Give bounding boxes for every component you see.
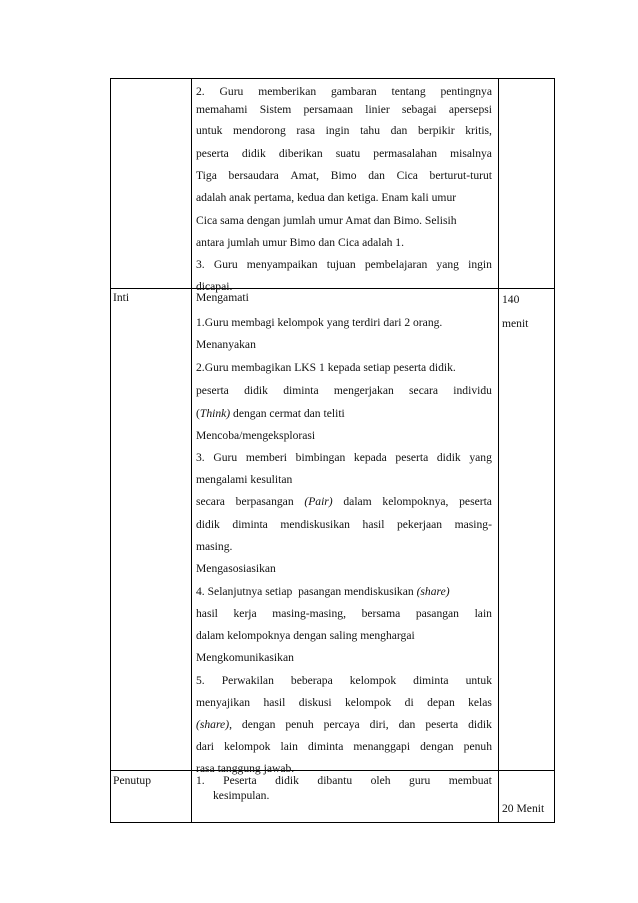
table-border-left	[110, 78, 111, 823]
table-border-top	[110, 78, 555, 79]
text-line: 2.Guru membagikan LKS 1 kepada setiap peserta didik.	[196, 361, 456, 374]
duration-value: 20 Menit	[502, 802, 545, 815]
section-heading: Menanyakan	[196, 338, 256, 351]
text-line: (Think) dengan cermat dan teliti	[196, 407, 345, 420]
text-line: secara berpasangan (Pair) dalam kelompoknya, peserta	[196, 495, 492, 508]
table-border-right	[554, 78, 555, 823]
phase-label: Inti	[113, 291, 130, 304]
text-line: hasil kerja masing-masing, bersama pasangan lain	[196, 607, 492, 620]
section-heading: Mengasosiasikan	[196, 562, 276, 575]
text-line: Cica sama dengan jumlah umur Amat dan Bimo. Selisih	[196, 214, 457, 227]
text-line: untuk mendorong rasa ingin tahu dan berpikir kritis,	[196, 124, 492, 137]
text-line: 5. Perwakilan beberapa kelompok diminta untuk	[196, 674, 492, 687]
text-line: dicapai.	[196, 280, 233, 293]
text-line: peserta didik diberikan suatu permasalahan misalnya	[196, 147, 492, 160]
table-border-bottom	[110, 822, 555, 823]
text-line: rasa tanggung jawab.	[196, 762, 295, 775]
text-line: 3. Guru menyampaikan tujuan pembelajaran yang ingin	[196, 258, 492, 271]
text-line: 1.Guru membagi kelompok yang terdiri dari 2 orang.	[196, 316, 443, 329]
text-line: memahami Sistem persamaan linier sebagai apersepsi	[196, 103, 492, 116]
column-divider	[191, 78, 192, 823]
phase-label: Penutup	[113, 774, 152, 787]
text-line: adalah anak pertama, kedua dan ketiga. Enam kali umur	[196, 191, 457, 204]
text-line: didik diminta mendiskusikan hasil pekerjaan masing-	[196, 518, 492, 531]
duration-value: 140	[502, 293, 520, 306]
text-line: kesimpulan.	[213, 789, 270, 802]
text-line: Tiga bersaudara Amat, Bimo dan Cica berturut-turut	[196, 169, 492, 182]
text-line: mengalami kesulitan	[196, 473, 293, 486]
text-line: masing.	[196, 540, 233, 553]
text-line: (share), dengan penuh percaya diri, dan peserta didik	[196, 718, 492, 731]
text-line: peserta didik diminta mengerjakan secara individu	[196, 384, 492, 397]
duration-unit: menit	[502, 317, 529, 330]
text-line: 2. Guru memberikan gambaran tentang pentingnya	[196, 85, 492, 98]
text-line: antara jumlah umur Bimo dan Cica adalah 1.	[196, 236, 404, 249]
text-line: 3. Guru memberi bimbingan kepada peserta didik yang	[196, 451, 492, 464]
row-divider	[110, 770, 555, 771]
column-divider	[498, 78, 499, 823]
text-line: dari kelompok lain diminta menanggapi dengan penuh	[196, 740, 492, 753]
section-heading: Mengamati	[196, 291, 249, 304]
row-divider	[110, 288, 555, 289]
text-line: 1. Peserta didik dibantu oleh guru membuat	[196, 774, 492, 787]
text-line: menyajikan hasil diskusi kelompok di depan kelas	[196, 696, 492, 709]
text-line: 4. Selanjutnya setiap pasangan mendiskusikan (share)	[196, 585, 450, 598]
section-heading: Mengkomunikasikan	[196, 651, 294, 664]
text-line: dalam kelompoknya dengan saling menghargai	[196, 629, 415, 642]
section-heading: Mencoba/mengeksplorasi	[196, 429, 316, 442]
